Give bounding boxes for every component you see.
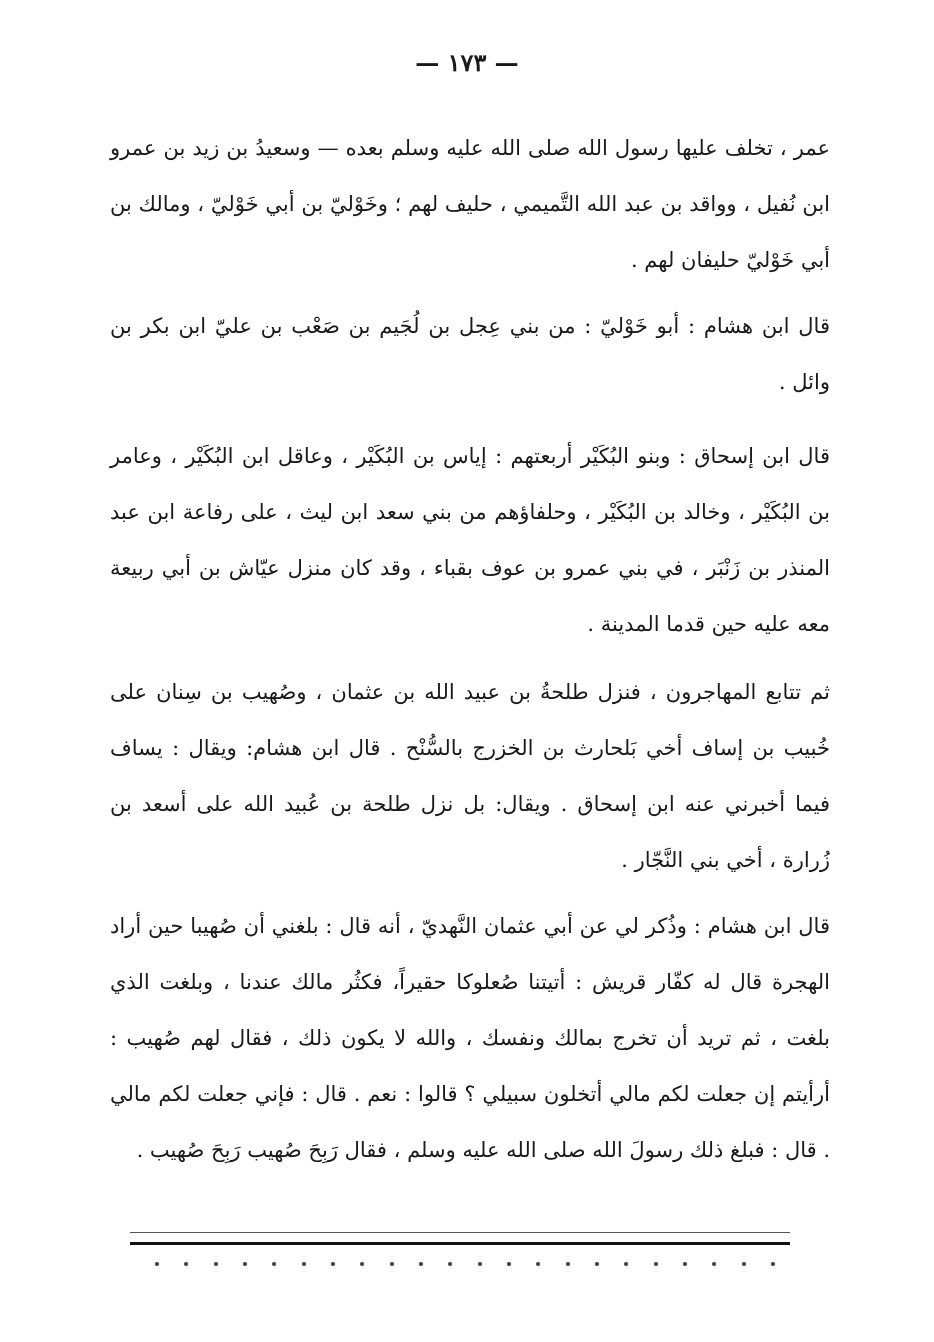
paragraph: عمر ، تخلف عليها رسول الله صلى الله عليه وسلم بعده — وسعيدُ بن زيد بن عمرو ابن نُفيل ، وواقد بن عبد الله التَّميمي ، حليف لهم ؛ وخَوْليّ بن أبي خَوْليّ ، ومالك بن أبي خَوْليّ حليفان لهم . [110, 136, 830, 272]
paragraph: قال ابن هشام : وذُكر لي عن أبي عثمان النَّهديّ ، أنه قال : بلغني أن صُهيبا حين أراد الهجرة قال له كفّار قريش : أتيتنا صُعلوكا حقيراً، فكثُر مالك عندنا ، وبلغت الذي بلغت ، ثم تريد أن تخرج بمالك ونفسك ، والله لا يكون ذلك ، فقال لهم صُهيب : أرأيتم إن جعلت لكم مالي أتخلون سبيلي ؟ قالوا : نعم . قال : فإني جعلت لكم مالي . قال : فبلغ ذلك رسولَ الله صلى الله عليه وسلم ، فقال رَبِحَ صُهيب رَبِحَ صُهيب . [110, 914, 830, 1162]
footer-divider-thin [130, 1232, 790, 1233]
paragraph: قال ابن هشام : أبو خَوْليّ : من بني عِجل بن لُجَيم بن صَعْب بن عليّ ابن بكر بن وائل . [110, 314, 830, 394]
footer-dot-ornament [155, 1262, 775, 1266]
footer-divider-thick [130, 1242, 790, 1245]
page-number: — ١٧٣ — [415, 48, 519, 77]
paragraph: ثم تتابع المهاجرون ، فنزل طلحةُ بن عبيد الله بن عثمان ، وصُهيب بن سِنان على خُبيب بن إساف أخي بَلحارث بن الخزرج بالسُّنْح . قال ابن هشام: ويقال : يساف فيما أخبرني عنه ابن إسحاق . ويقال: بل نزل طلحة بن عُبيد الله على أسعد بن زُرارة ، أخي بني النَّجّار . [110, 680, 830, 872]
paragraph: قال ابن إسحاق : وبنو البُكَيْر أربعتهم : إياس بن البُكَيْر ، وعاقل ابن البُكَيْر ، وعامر بن البُكَيْر ، وخالد بن البُكَيْر ، وحلفاؤهم من بني سعد ابن ليث ، على رفاعة ابن عبد المنذر بن زَنْبَر ، في بني عمرو بن عوف بقباء ، وقد كان منزل عيّاش بن أبي ربيعة معه عليه حين قدما المدينة . [110, 444, 830, 636]
